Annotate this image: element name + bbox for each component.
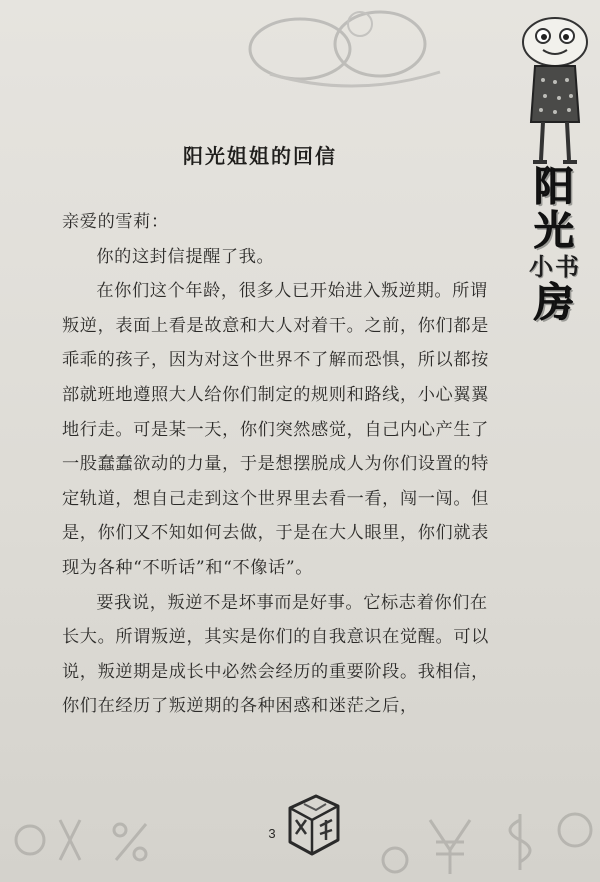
- header-decoration-icon: [240, 4, 470, 94]
- page-number: 3: [268, 826, 276, 841]
- letter-paragraph: 在你们这个年龄，很多人已开始进入叛逆期。所谓叛逆，表面上看是故意和大人对着干。之前，你们都是乖乖的孩子，因为对这个世界不了解而恐惧，所以都按部就班地遵照大人给你们制定的规则和路线，小心翼翼地行走。可是某一天，你们突然感觉，自己内心产生了一股蠢蠢欲动的力量，于是想摆脱成人为你们设置的特定轨道，想自己走到这个世界里去看一看，闯一闯。但是，你们又不知如何去做，于是在大人眼里，你们就表现为各种“不听话”和“不像话”。: [62, 281, 489, 578]
- series-title-char: 书: [555, 253, 579, 281]
- chapter-title: 阳光姐姐的回信: [183, 144, 337, 168]
- letter-body: [62, 205, 497, 724]
- frog-mascot-icon: [515, 10, 595, 170]
- series-title-char: 光: [534, 208, 574, 254]
- series-title-vertical: [522, 165, 586, 375]
- letter-paragraph: 你的这封信提醒了我。: [96, 246, 275, 267]
- letter-paragraph: 亲爱的雪莉：: [62, 212, 169, 232]
- series-title-char: 阳: [534, 164, 574, 210]
- series-title-char: 房: [534, 280, 574, 326]
- bottom-doodle-icon: [0, 790, 600, 882]
- letter-paragraph: 要我说，叛逆不是坏事而是好事。它标志着你们在长大。所谓叛逆，其实是你们的自我意识在觉醒。可以说，叛逆期是成长中必然会经历的重要阶段。我相信，你们在经历了叛逆期的各种困惑和迷茫之后，: [62, 592, 489, 717]
- series-title-char: 小: [529, 253, 553, 281]
